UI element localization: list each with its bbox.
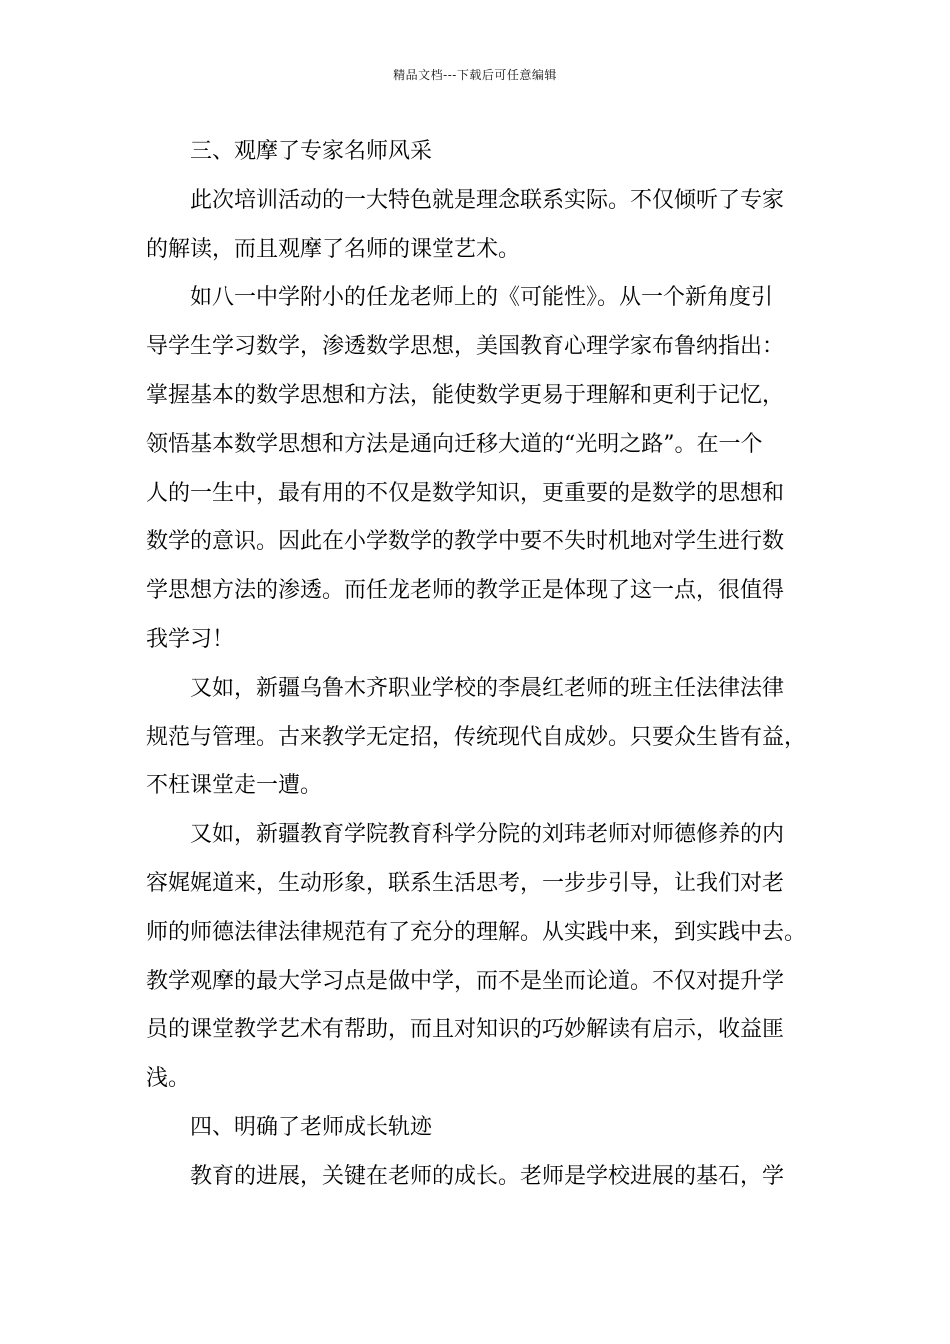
paragraph-line: 浅。: [146, 1066, 191, 1092]
paragraph-line: 我学习！: [146, 626, 235, 652]
paragraph-line: 教育的进展，关键在老师的成长。老师是学校进展的基石，学: [190, 1163, 785, 1189]
paragraph-line: 师的师德法律法律规范有了充分的理解。从实践中来，到实践中去。: [146, 919, 807, 945]
document-body: [146, 128, 822, 1202]
paragraph-line: 领悟基本数学思想和方法是通向迁移大道的“光明之路”。在一个: [146, 431, 763, 457]
paragraph-line: 规范与管理。古来教学无定招，传统现代自成妙。只要众生皆有益，: [146, 724, 807, 750]
paragraph-line: 员的课堂教学艺术有帮助，而且对知识的巧妙解读有启示，收益匪: [146, 1017, 785, 1043]
paragraph-line: 又如，新疆教育学院教育科学分院的刘玮老师对师德修养的内: [190, 822, 785, 848]
paragraph-line: 不枉课堂走一遭。: [146, 773, 323, 799]
paragraph-line: 数学的意识。因此在小学数学的教学中要不失时机地对学生进行数: [146, 529, 785, 555]
section-heading-4: 四、明确了老师成长轨迹: [190, 1114, 433, 1140]
section-heading-3: 三、观摩了专家名师风采: [190, 139, 433, 164]
paragraph-line: 如八一中学附小的任龙老师上的《可能性》。从一个新角度引: [190, 285, 774, 311]
paragraph-line: 此次培训活动的一大特色就是理念联系实际。不仅倾听了专家: [190, 187, 785, 213]
paragraph-line: 教学观摩的最大学习点是做中学，而不是坐而论道。不仅对提升学: [146, 968, 785, 994]
paragraph-line: 掌握基本的数学思想和方法，能使数学更易于理解和更利于记忆，: [146, 382, 785, 408]
paragraph-line: 又如，新疆乌鲁木齐职业学校的李晨红老师的班主任法律法律: [190, 675, 785, 701]
paragraph-line: 容娓娓道来，生动形象，联系生活思考，一步步引导，让我们对老: [146, 870, 785, 896]
paragraph-line: 导学生学习数学，渗透数学思想，美国教育心理学家布鲁纳指出：: [146, 334, 785, 360]
paragraph-line: 的解读，而且观摩了名师的课堂艺术。: [146, 236, 521, 262]
paragraph-line: 人的一生中，最有用的不仅是数学知识，更重要的是数学的思想和: [146, 480, 785, 506]
page-header: 精品文档---下载后可任意编辑: [393, 68, 557, 82]
paragraph-line: 学思想方法的渗透。而任龙老师的教学正是体现了这一点，很值得: [146, 578, 785, 604]
